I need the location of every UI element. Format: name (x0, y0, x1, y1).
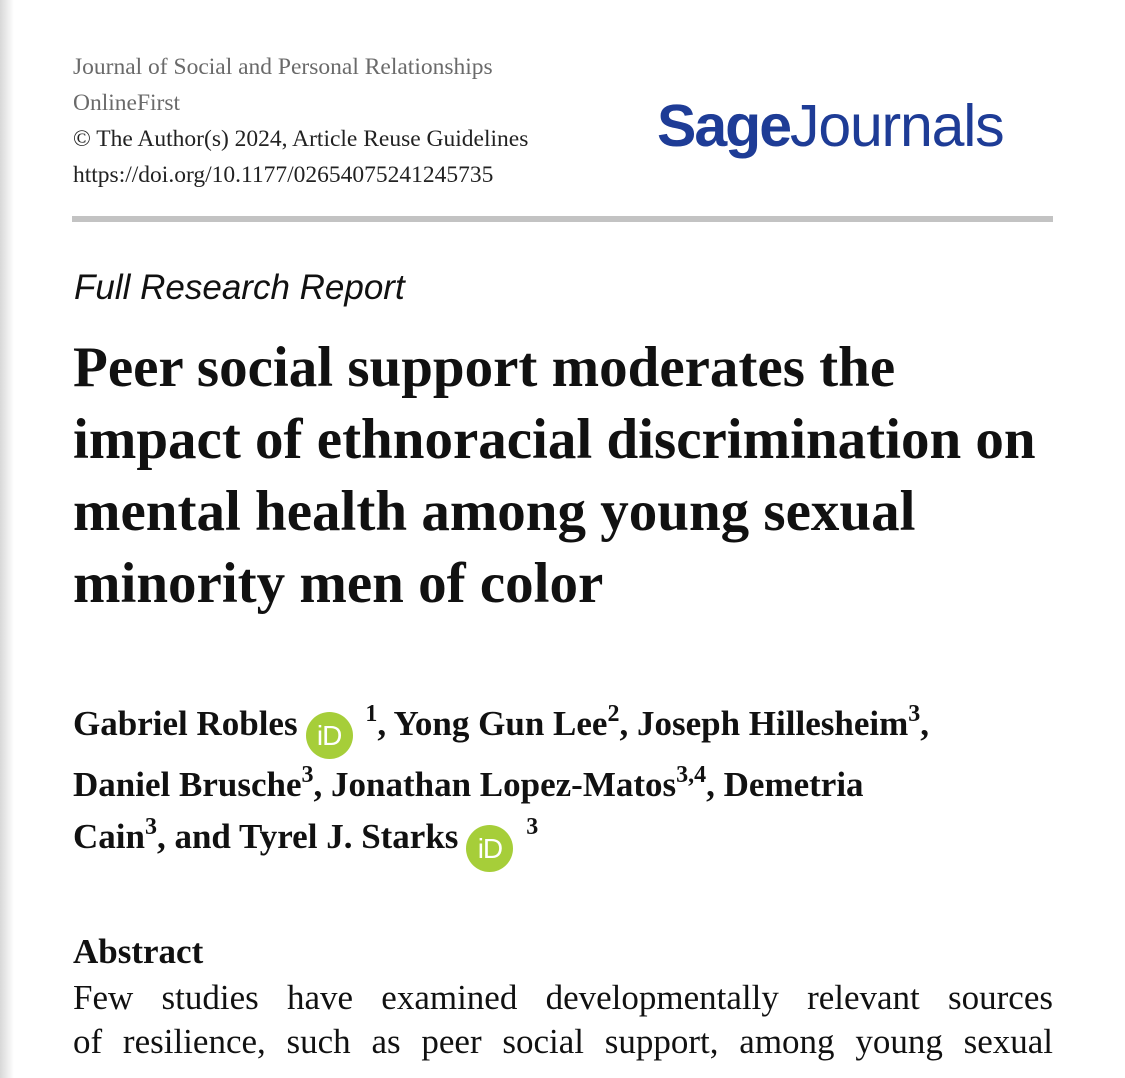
author-affiliation[interactable]: 3 (144, 814, 157, 841)
author-line: Gabriel Robles iD $^1$, Yong Gun Lee$^2$, Joseph Hillesheim$^3$, (73, 698, 1073, 759)
orcid-icon[interactable]: iD (306, 712, 353, 759)
author-name[interactable]: Yong Gun Lee (393, 704, 608, 743)
journal-metadata (73, 49, 528, 193)
logo-journals-text: Journals (790, 93, 1004, 159)
author-affiliation[interactable]: 3 (908, 701, 921, 728)
author-affiliation[interactable]: 3,4 (676, 762, 707, 789)
abstract-heading: Abstract (73, 932, 204, 971)
orcid-icon[interactable]: iD (466, 825, 513, 872)
author-affiliation[interactable]: 2 (607, 701, 620, 728)
title-line: impact of ethnoracial discrimination on (73, 408, 1036, 471)
author-name-part[interactable]: Cain (73, 817, 145, 856)
author-name[interactable]: Tyrel J. Starks (239, 817, 459, 856)
abstract-line: Few studies have examined developmentally relevant sources (73, 978, 1053, 1017)
author-line: Cain$^3$, and Tyrel J. Starks iD $^3$ (73, 811, 1073, 872)
journal-name[interactable]: Journal of Social and Personal Relationships (73, 54, 493, 80)
sage-journals-logo[interactable] (657, 86, 1003, 166)
author-name-part[interactable]: Demetria (723, 765, 864, 804)
author-list (73, 698, 1073, 872)
doi-link[interactable]: https://doi.org/10.1177/02654075241245735 (73, 162, 494, 188)
article-title (73, 332, 1073, 620)
logo-sage-text: Sage (657, 93, 791, 159)
abstract-line: of resilience, such as peer social support, among young sexual (73, 1022, 1053, 1061)
author-line: Daniel Brusche$^3$, Jonathan Lopez-Matos$^{3,4}$, Demetria (73, 762, 864, 804)
title-line: Peer social support moderates the (73, 336, 896, 399)
author-affiliation[interactable]: 3 (526, 814, 539, 841)
title-line: mental health among young sexual (73, 480, 916, 543)
title-line: minority men of color (73, 552, 604, 615)
article-type: Full Research Report (74, 268, 405, 307)
author-affiliation[interactable]: 1 (365, 701, 378, 728)
author-affiliation[interactable]: 3 (301, 762, 314, 789)
edition-label: OnlineFirst (73, 90, 181, 116)
page-edge-shadow (0, 0, 14, 1078)
header-divider (72, 216, 1053, 222)
author-name[interactable]: Jonathan Lopez-Matos (330, 765, 677, 804)
author-name[interactable]: Daniel Brusche (73, 765, 302, 804)
author-name[interactable]: Joseph Hillesheim (636, 704, 909, 743)
abstract-body (73, 976, 1053, 1064)
copyright-line[interactable]: © The Author(s) 2024, Article Reuse Guidelines (73, 126, 529, 152)
author-name[interactable]: Gabriel Robles (73, 704, 298, 743)
